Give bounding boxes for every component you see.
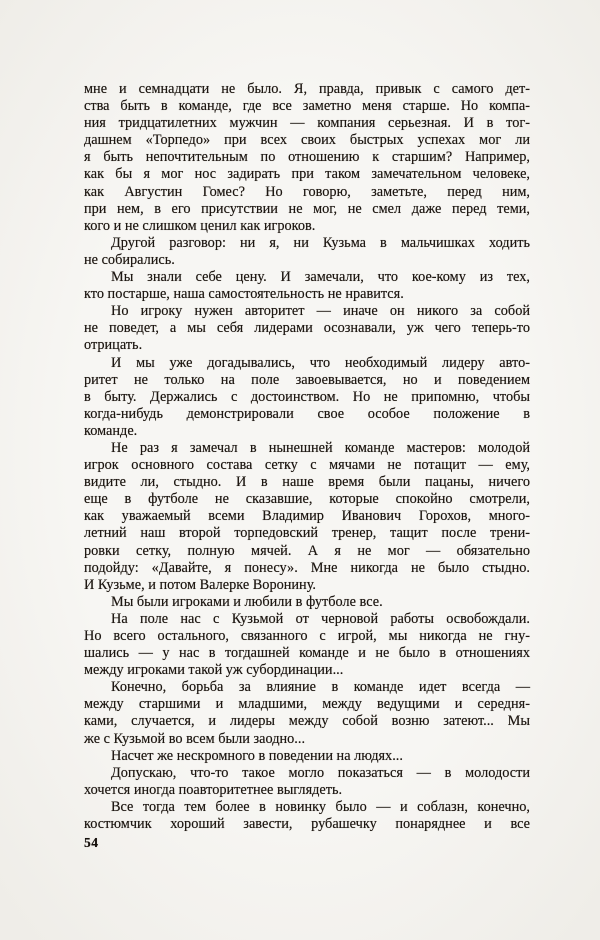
text-line: подойду: «Давайте, я понесу». Мне никогда не было стыдно. — [84, 559, 530, 576]
text-line: я быть непочтительным по отношению к старшим? Например, — [84, 149, 530, 166]
paragraph — [84, 303, 530, 354]
text-line: Другой разговор: ни я, ни Кузьма в мальчишках ходить — [111, 234, 530, 251]
text-line: Не раз я замечал в нынешней команде мастеров: молодой — [111, 439, 530, 456]
text-line: Мы были игроками и любили в футболе все. — [111, 593, 383, 610]
paragraph — [84, 765, 530, 799]
text-line: Конечно, борьба за влияние в команде идет всегда — — [111, 679, 530, 696]
paragraph — [84, 440, 530, 594]
paragraph — [84, 748, 530, 765]
text-line: Но игроку нужен авторитет — иначе он никого за собой — [111, 303, 530, 320]
text-line: команде. — [84, 422, 138, 439]
text-line: Все тогда тем более в новинку было — и соблазн, конечно, — [111, 798, 530, 815]
text-line: когда-нибудь демонстрировали свое особое положение в — [84, 405, 530, 422]
text-line: Мы знали себе цену. И замечали, что кое-кому из тех, — [111, 269, 530, 286]
text-line: как Августин Гомес? Но говорю, заметьте, перед ним, — [84, 183, 530, 200]
text-line: ками, случается, и лидеры между собой возню затеют... Мы — [84, 713, 530, 730]
text-line: костюмчик хороший завести, рубашечку понаряднее и все — [84, 816, 530, 833]
text-line: в быту. Держались с достоинством. Но не припомню, чтобы — [84, 388, 530, 405]
text-line: как бы я мог нос задирать при таком замечательном человеке, — [84, 166, 530, 183]
text-line: еще в футболе не сказавшие, которые спокойно смотрели, — [84, 491, 530, 508]
text-line: И Кузьме, и потом Валерке Воронину. — [84, 576, 316, 593]
text-line: мне и семнадцати не было. Я, правда, привык с самого дет- — [84, 81, 530, 97]
text-line: ровки сетку, полную мячей. А я не мог — обязательно — [84, 542, 530, 559]
text-line: между игроками такой уж субординации... — [84, 662, 344, 679]
paragraph — [84, 611, 530, 679]
text-line: кого и не слишком ценил как игроков. — [84, 217, 316, 234]
paragraph — [84, 81, 530, 235]
text-line: На поле нас с Кузьмой от черновой работы освобождали. — [111, 610, 530, 627]
paragraph — [84, 799, 530, 833]
text-line: Насчет же нескромного в поведении на людях... — [111, 747, 403, 764]
paragraph — [84, 355, 530, 440]
text-line: ства быть в команде, где все заметно меня старше. Но компа- — [84, 98, 530, 115]
text-line: как уважаемый всеми Владимир Иванович Горохов, много- — [84, 508, 530, 525]
text-line: ритет не только на поле завоевывается, но и поведением — [84, 371, 530, 388]
text-line: не собирались. — [84, 251, 175, 268]
text-line: шались — у нас в тогдашней команде и не было в отношениях — [84, 645, 530, 662]
paragraph — [84, 269, 530, 303]
text-column — [84, 81, 530, 833]
text-line: игрок основного состава сетку с мячами не потащит — ему, — [84, 457, 530, 474]
paragraph — [84, 235, 530, 269]
text-line: при нем, в его присутствии не мог, не смел даже перед теми, — [84, 200, 530, 217]
text-line: не поведет, а мы себя лидерами осознавали, уж чего теперь-то — [84, 320, 530, 337]
text-line: же с Кузьмой во всем были заодно... — [84, 730, 306, 747]
page-number: 54 — [84, 835, 99, 850]
text-line: ния тридцатилетних мужчин — компания серьезная. И в тог- — [84, 115, 530, 132]
text-line: Допускаю, что-то такое могло показаться — в молодости — [111, 764, 530, 781]
paragraph — [84, 594, 530, 611]
text-line: кто постарше, наша самостоятельность не нравится. — [84, 286, 404, 303]
text-line: дашнем «Торпедо» при всех своих быстрых успехах мог ли — [84, 132, 530, 149]
text-line: видите ли, стыдно. И в наше время были пацаны, ничего — [84, 474, 530, 491]
text-line: хочется иногда поавторитетнее выглядеть. — [84, 781, 343, 798]
text-line: Но всего остального, связанного с игрой, мы никогда не гну- — [84, 628, 530, 644]
text-line: между старшими и младшими, между ведущими и середня- — [84, 696, 530, 713]
text-line: летний наш второй торпедовский тренер, тащит после трени- — [84, 525, 530, 542]
text-line: отрицать. — [84, 337, 143, 354]
text-line: И мы уже догадывались, что необходимый лидеру авто- — [111, 354, 530, 371]
paragraph — [84, 679, 530, 747]
